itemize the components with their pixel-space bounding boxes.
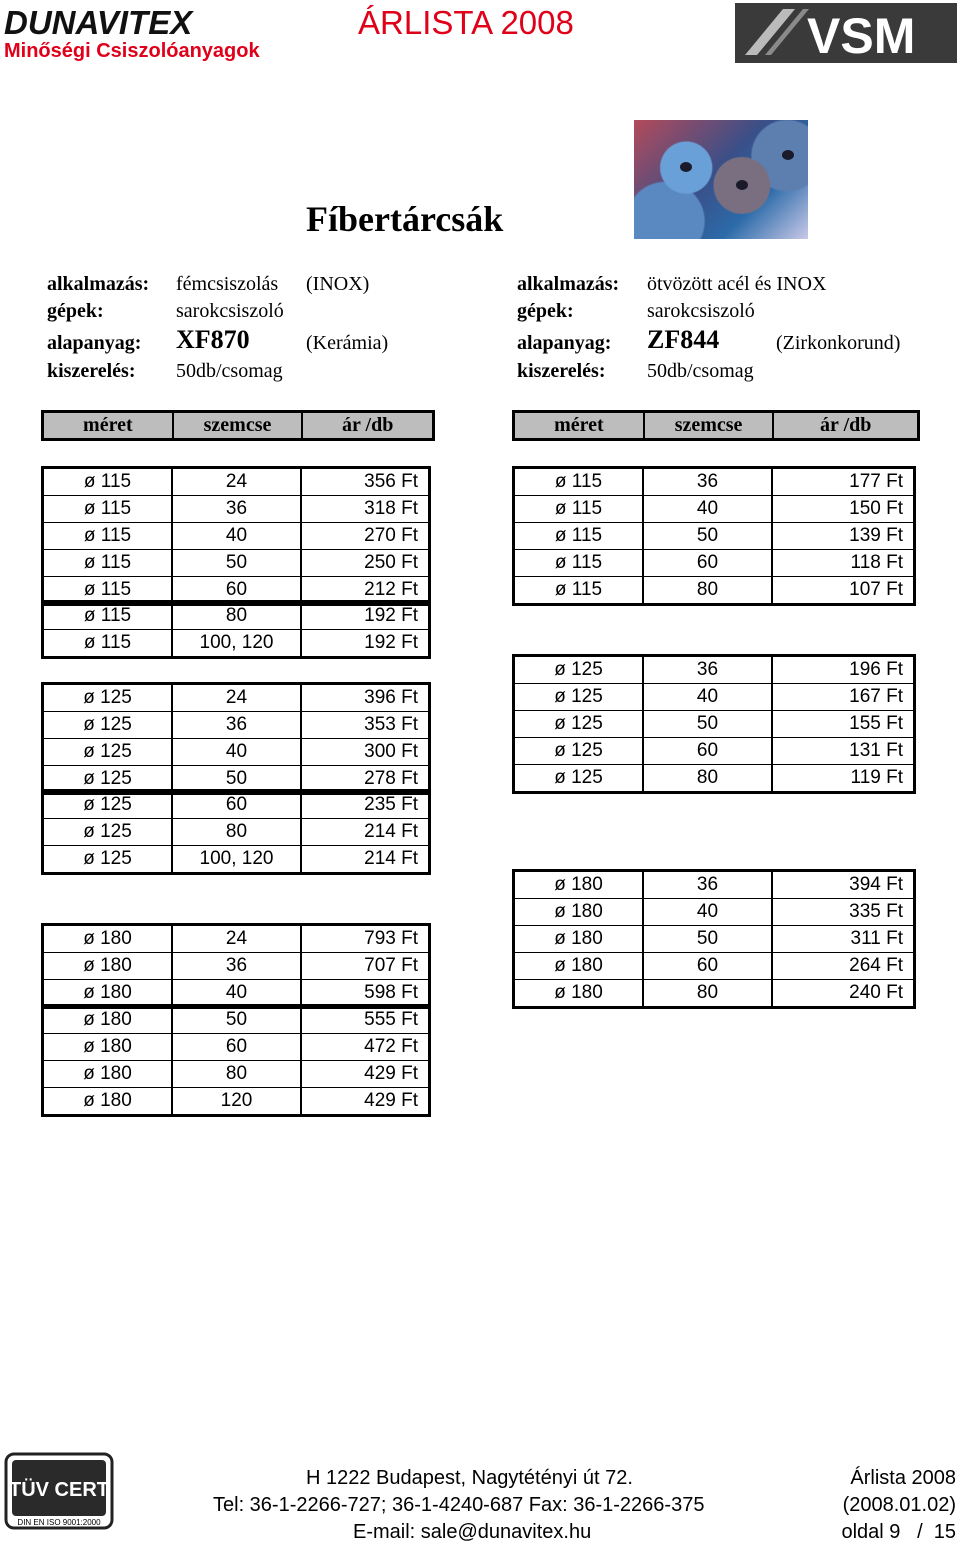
size-cell: ø 180 (515, 872, 644, 898)
table-row (515, 495, 913, 522)
size-cell: ø 180 (515, 953, 644, 979)
price-cell: 212 Ft (364, 579, 418, 600)
right-spec-value: sarokcsiszoló (647, 300, 755, 322)
grit-cell: 100, 120 (173, 846, 302, 872)
size-cell: ø 115 (44, 550, 173, 576)
table-row (515, 979, 913, 1006)
tagline: Minőségi Csiszolóanyagok (4, 40, 260, 62)
table-row (44, 1033, 428, 1060)
size-cell: ø 115 (515, 577, 644, 603)
table-row (515, 549, 913, 576)
footer-list-name: Árlista 2008 (850, 1467, 956, 1489)
size-cell: ø 125 (515, 711, 644, 737)
size-cell: ø 125 (515, 738, 644, 764)
grit-cell: 40 (644, 496, 773, 522)
table-row (44, 469, 428, 495)
column-header-grit: szemcse (174, 413, 304, 438)
left-table-block (41, 466, 431, 606)
price-cell: 214 Ft (364, 848, 418, 869)
size-cell: ø 180 (44, 980, 173, 1006)
table-row (44, 1087, 428, 1114)
price-cell: 793 Ft (364, 928, 418, 949)
table-row (515, 522, 913, 549)
right-spec-label: alkalmazás: (517, 273, 620, 295)
grit-cell: 60 (173, 577, 302, 603)
price-cell: 192 Ft (364, 632, 418, 653)
left-table-block (41, 682, 431, 795)
grit-cell: 80 (173, 603, 302, 629)
table-row (44, 926, 428, 952)
table-row (44, 711, 428, 738)
disc-hole (680, 162, 692, 172)
price-cell: 429 Ft (364, 1090, 418, 1111)
table-row (515, 872, 913, 898)
vsm-logo-text: VSM (807, 8, 916, 63)
size-cell: ø 180 (44, 1088, 173, 1114)
table-row (44, 979, 428, 1006)
left-spec-material: XF870 (176, 325, 250, 354)
grit-cell: 80 (644, 980, 773, 1006)
price-cell: 311 Ft (850, 928, 903, 949)
footer-email: E-mail: sale@dunavitex.hu (353, 1521, 592, 1543)
grit-cell: 50 (644, 926, 773, 952)
price-cell: 598 Ft (364, 982, 418, 1003)
left-spec-label: alapanyag: (47, 332, 142, 354)
price-cell: 394 Ft (849, 874, 903, 895)
price-cell: 177 Ft (849, 471, 903, 492)
price-cell: 707 Ft (364, 955, 418, 976)
size-cell: ø 180 (44, 1007, 173, 1033)
right-table-block (512, 466, 916, 606)
grit-cell: 50 (173, 766, 302, 792)
footer-phones: Tel: 36-1-2266-727; 36-1-4240-687 Fax: 36-1-2266-375 (213, 1494, 705, 1516)
grit-cell: 50 (173, 550, 302, 576)
price-cell: 555 Ft (364, 1009, 418, 1030)
price-cell: 150 Ft (849, 498, 903, 519)
grit-cell: 40 (644, 899, 773, 925)
price-cell: 119 Ft (850, 767, 903, 788)
grit-cell: 36 (644, 469, 773, 495)
size-cell: ø 115 (44, 577, 173, 603)
table-row (515, 925, 913, 952)
tuv-cert-logo (4, 1452, 114, 1530)
size-cell: ø 180 (44, 1061, 173, 1087)
grit-cell: 80 (644, 577, 773, 603)
grit-cell: 60 (644, 550, 773, 576)
size-cell: ø 180 (515, 926, 644, 952)
size-cell: ø 115 (44, 603, 173, 629)
right-spec-value: 50db/csomag (647, 360, 754, 382)
left-spec-value: fémcsiszolás (176, 273, 279, 295)
right-spec-label: gépek: (517, 300, 574, 322)
grit-cell: 80 (173, 819, 302, 845)
grit-cell: 40 (173, 980, 302, 1006)
tuv-cert-caption: DIN EN ISO 9001:2000 (17, 1518, 101, 1527)
grit-cell: 36 (644, 657, 773, 683)
size-cell: ø 125 (44, 819, 173, 845)
right-spec-value: ötvözött acél és INOX (647, 273, 827, 295)
vsm-logo (735, 3, 957, 63)
price-cell: 118 Ft (850, 552, 903, 573)
grit-cell: 50 (644, 523, 773, 549)
grit-cell: 60 (644, 738, 773, 764)
left-table-header (41, 410, 435, 441)
size-cell: ø 115 (44, 469, 173, 495)
size-cell: ø 115 (44, 496, 173, 522)
left-table-block (41, 600, 431, 659)
table-row (515, 898, 913, 925)
size-cell: ø 180 (44, 926, 173, 952)
column-header-price: ár /db (820, 414, 872, 436)
table-row (515, 657, 913, 683)
table-row (44, 522, 428, 549)
size-cell: ø 180 (44, 1034, 173, 1060)
grit-cell: 24 (173, 926, 302, 952)
table-row (515, 576, 913, 603)
column-header-price: ár /db (342, 414, 394, 436)
dunavitex-logo-text: DUNAVITEX (4, 6, 193, 38)
grit-cell: 40 (173, 523, 302, 549)
tuv-cert-text: TÜV CERT (9, 1479, 109, 1501)
grit-cell: 36 (644, 872, 773, 898)
size-cell: ø 125 (44, 846, 173, 872)
price-cell: 214 Ft (364, 821, 418, 842)
price-cell: 429 Ft (364, 1063, 418, 1084)
table-row (44, 1007, 428, 1033)
doc-title: ÁRLISTA 2008 (358, 4, 574, 41)
price-cell: 250 Ft (364, 552, 418, 573)
grit-cell: 40 (644, 684, 773, 710)
price-cell: 155 Ft (849, 713, 903, 734)
disc-hole (736, 180, 748, 190)
table-row (44, 1060, 428, 1087)
grit-cell: 100, 120 (173, 630, 302, 656)
table-row (44, 738, 428, 765)
footer-page-number: oldal 9 / 15 (841, 1521, 956, 1543)
size-cell: ø 115 (515, 550, 644, 576)
right-spec-note: (Zirkonkorund) (776, 332, 901, 354)
size-cell: ø 125 (515, 657, 644, 683)
grit-cell: 50 (173, 1007, 302, 1033)
table-row (515, 952, 913, 979)
size-cell: ø 115 (515, 469, 644, 495)
right-spec-label: kiszerelés: (517, 360, 606, 382)
tuv-cert-mark (4, 1452, 114, 1530)
price-cell: 356 Ft (364, 471, 418, 492)
dunavitex-logo-mark (4, 6, 256, 38)
grit-cell: 50 (644, 711, 773, 737)
grit-cell: 24 (173, 685, 302, 711)
grit-cell: 80 (173, 1061, 302, 1087)
table-row (515, 469, 913, 495)
right-spec-label: alapanyag: (517, 332, 612, 354)
right-table-header (512, 410, 920, 441)
size-cell: ø 115 (44, 630, 173, 656)
price-cell: 240 Ft (849, 982, 903, 1003)
dunavitex-logo (4, 6, 256, 38)
size-cell: ø 125 (44, 766, 173, 792)
size-cell: ø 125 (515, 765, 644, 791)
grit-cell: 80 (644, 765, 773, 791)
size-cell: ø 125 (515, 684, 644, 710)
footer-list-date: (2008.01.02) (842, 1494, 956, 1516)
column-header-size: méret (515, 413, 645, 438)
price-cell: 300 Ft (364, 741, 418, 762)
section-title: Fíbertárcsák (306, 199, 504, 239)
price-cell: 335 Ft (849, 901, 903, 922)
product-photo (634, 120, 808, 239)
grit-cell: 60 (173, 1034, 302, 1060)
size-cell: ø 125 (44, 685, 173, 711)
table-row (44, 549, 428, 576)
size-cell: ø 125 (44, 792, 173, 818)
table-row (44, 765, 428, 792)
left-table-block (41, 789, 431, 875)
price-cell: 131 Ft (849, 740, 903, 761)
price-cell: 472 Ft (364, 1036, 418, 1057)
table-row (44, 792, 428, 818)
right-table-block (512, 654, 916, 794)
price-cell: 167 Ft (849, 686, 903, 707)
table-row (515, 710, 913, 737)
footer-address: H 1222 Budapest, Nagytétényi út 72. (306, 1467, 633, 1489)
left-spec-note: (INOX) (306, 273, 370, 295)
left-spec-value: 50db/csomag (176, 360, 283, 382)
column-header-size: méret (44, 413, 174, 438)
table-row (44, 845, 428, 872)
grit-cell: 24 (173, 469, 302, 495)
grit-cell: 36 (173, 712, 302, 738)
table-row (44, 576, 428, 603)
disc-hole (782, 150, 794, 160)
size-cell: ø 180 (515, 980, 644, 1006)
price-cell: 318 Ft (364, 498, 418, 519)
grit-cell: 120 (173, 1088, 302, 1114)
size-cell: ø 115 (515, 496, 644, 522)
column-header-grit: szemcse (645, 413, 775, 438)
price-cell: 107 Ft (849, 579, 903, 600)
table-row (515, 683, 913, 710)
left-table-block (41, 923, 431, 1009)
left-table-block (41, 1004, 431, 1117)
table-row (44, 495, 428, 522)
grit-cell: 60 (173, 792, 302, 818)
grit-cell: 36 (173, 953, 302, 979)
left-spec-value: sarokcsiszoló (176, 300, 284, 322)
price-cell: 264 Ft (849, 955, 903, 976)
table-row (44, 818, 428, 845)
price-cell: 270 Ft (364, 525, 418, 546)
grit-cell: 40 (173, 739, 302, 765)
table-row (515, 737, 913, 764)
size-cell: ø 125 (44, 739, 173, 765)
size-cell: ø 125 (44, 712, 173, 738)
table-row (44, 685, 428, 711)
grit-cell: 36 (173, 496, 302, 522)
table-row (44, 952, 428, 979)
left-spec-label: alkalmazás: (47, 273, 150, 295)
grit-cell: 60 (644, 953, 773, 979)
table-row (44, 629, 428, 656)
price-cell: 139 Ft (849, 525, 903, 546)
size-cell: ø 180 (44, 953, 173, 979)
size-cell: ø 115 (44, 523, 173, 549)
price-cell: 278 Ft (364, 768, 418, 789)
left-spec-label: kiszerelés: (47, 360, 136, 382)
vsm-logo-mark (735, 3, 957, 63)
table-row (44, 603, 428, 629)
price-cell: 353 Ft (364, 714, 418, 735)
size-cell: ø 180 (515, 899, 644, 925)
left-spec-label: gépek: (47, 300, 104, 322)
table-row (515, 764, 913, 791)
price-cell: 192 Ft (364, 605, 418, 626)
price-cell: 235 Ft (364, 794, 418, 815)
price-cell: 396 Ft (364, 687, 418, 708)
right-table-block (512, 869, 916, 1009)
price-cell: 196 Ft (849, 659, 903, 680)
size-cell: ø 115 (515, 523, 644, 549)
right-spec-material: ZF844 (647, 325, 720, 354)
left-spec-note: (Kerámia) (306, 332, 389, 354)
